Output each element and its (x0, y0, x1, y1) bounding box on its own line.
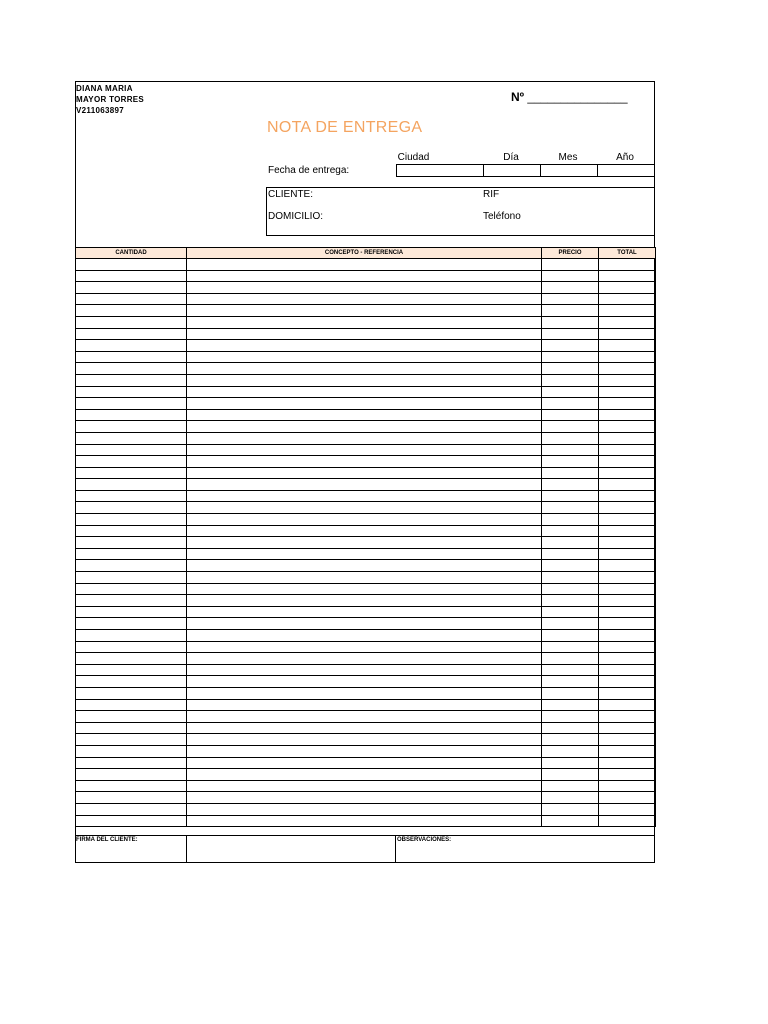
total-cell[interactable] (599, 305, 656, 317)
total-cell[interactable] (599, 374, 656, 386)
table-row (76, 676, 656, 688)
concepto-cell[interactable] (187, 572, 542, 584)
table-row (76, 444, 656, 456)
concepto-cell[interactable] (187, 282, 542, 294)
total-cell[interactable] (599, 803, 656, 815)
table-row (76, 572, 656, 584)
precio-cell[interactable] (542, 745, 599, 757)
items-table (75, 247, 656, 827)
cantidad-cell[interactable] (76, 363, 187, 375)
concepto-cell[interactable] (187, 780, 542, 792)
concepto-cell[interactable] (187, 630, 542, 642)
total-cell[interactable] (599, 769, 656, 781)
table-row (76, 780, 656, 792)
footer-div-2 (395, 835, 396, 863)
precio-cell[interactable] (542, 537, 599, 549)
precio-cell[interactable] (542, 815, 599, 827)
total-cell[interactable] (599, 687, 656, 699)
table-row (76, 525, 656, 537)
concepto-cell[interactable] (187, 328, 542, 340)
table-row (76, 815, 656, 827)
precio-cell[interactable] (542, 282, 599, 294)
total-cell[interactable] (599, 363, 656, 375)
cantidad-cell[interactable] (76, 560, 187, 572)
total-cell[interactable] (599, 699, 656, 711)
table-row (76, 653, 656, 665)
total-cell[interactable] (599, 282, 656, 294)
concepto-cell[interactable] (187, 537, 542, 549)
cantidad-cell[interactable] (76, 282, 187, 294)
precio-cell[interactable] (542, 479, 599, 491)
table-row (76, 757, 656, 769)
table-row (76, 363, 656, 375)
cantidad-cell[interactable] (76, 270, 187, 282)
total-cell[interactable] (599, 595, 656, 607)
total-cell[interactable] (599, 560, 656, 572)
precio-cell[interactable] (542, 259, 599, 271)
cantidad-cell[interactable] (76, 421, 187, 433)
header-cantidad: CANTIDAD (76, 248, 187, 259)
total-cell[interactable] (599, 757, 656, 769)
concepto-cell[interactable] (187, 722, 542, 734)
table-row (76, 803, 656, 815)
date-box-top (396, 164, 655, 165)
table-row (76, 618, 656, 630)
delivery-date-label: Fecha de entrega: (268, 165, 350, 176)
header-total: TOTAL (599, 248, 656, 259)
cantidad-cell[interactable] (76, 409, 187, 421)
signature-label: FIRMA DEL CLIENTE: (76, 837, 138, 843)
cantidad-cell[interactable] (76, 548, 187, 560)
cantidad-cell[interactable] (76, 432, 187, 444)
precio-cell[interactable] (542, 548, 599, 560)
total-cell[interactable] (599, 630, 656, 642)
concepto-cell[interactable] (187, 583, 542, 595)
total-cell[interactable] (599, 340, 656, 352)
table-row (76, 595, 656, 607)
precio-cell[interactable] (542, 583, 599, 595)
precio-cell[interactable] (542, 780, 599, 792)
table-row (76, 316, 656, 328)
total-cell[interactable] (599, 583, 656, 595)
table-row (76, 351, 656, 363)
footer-div-1 (186, 835, 187, 863)
issuer-name-line2: MAYOR TORRES (76, 95, 145, 104)
table-row (76, 722, 656, 734)
table-row (76, 699, 656, 711)
precio-cell[interactable] (542, 572, 599, 584)
concepto-cell[interactable] (187, 374, 542, 386)
table-row (76, 374, 656, 386)
cantidad-cell[interactable] (76, 583, 187, 595)
cantidad-cell[interactable] (76, 734, 187, 746)
concepto-cell[interactable] (187, 514, 542, 526)
concepto-cell[interactable] (187, 734, 542, 746)
table-row (76, 398, 656, 410)
date-box-bottom (396, 176, 655, 177)
total-cell[interactable] (599, 398, 656, 410)
precio-cell[interactable] (542, 316, 599, 328)
cantidad-cell[interactable] (76, 316, 187, 328)
page-title: NOTA DE ENTREGA (267, 119, 423, 136)
table-row (76, 282, 656, 294)
precio-cell[interactable] (542, 444, 599, 456)
total-cell[interactable] (599, 479, 656, 491)
cantidad-cell[interactable] (76, 815, 187, 827)
date-col-ciudad: Ciudad (397, 152, 430, 163)
items-header-row (76, 248, 656, 259)
precio-cell[interactable] (542, 305, 599, 317)
table-row (76, 305, 656, 317)
cantidad-cell[interactable] (76, 467, 187, 479)
concepto-cell[interactable] (187, 363, 542, 375)
table-row (76, 421, 656, 433)
cantidad-cell[interactable] (76, 745, 187, 757)
cantidad-cell[interactable] (76, 664, 187, 676)
concepto-cell[interactable] (187, 595, 542, 607)
precio-cell[interactable] (542, 490, 599, 502)
cantidad-cell[interactable] (76, 595, 187, 607)
precio-cell[interactable] (542, 722, 599, 734)
cantidad-cell[interactable] (76, 328, 187, 340)
total-cell[interactable] (599, 676, 656, 688)
cantidad-cell[interactable] (76, 398, 187, 410)
concepto-cell[interactable] (187, 421, 542, 433)
date-col-ano: Año (616, 152, 634, 163)
total-cell[interactable] (599, 722, 656, 734)
concepto-cell[interactable] (187, 479, 542, 491)
concepto-cell[interactable] (187, 745, 542, 757)
cantidad-cell[interactable] (76, 340, 187, 352)
cantidad-cell[interactable] (76, 305, 187, 317)
table-row (76, 664, 656, 676)
table-row (76, 490, 656, 502)
table-row (76, 560, 656, 572)
total-cell[interactable] (599, 421, 656, 433)
total-cell[interactable] (599, 467, 656, 479)
precio-cell[interactable] (542, 340, 599, 352)
concepto-cell[interactable] (187, 560, 542, 572)
precio-cell[interactable] (542, 560, 599, 572)
total-cell[interactable] (599, 514, 656, 526)
precio-cell[interactable] (542, 514, 599, 526)
table-row (76, 606, 656, 618)
table-row (76, 259, 656, 271)
table-row (76, 630, 656, 642)
precio-cell[interactable] (542, 270, 599, 282)
precio-cell[interactable] (542, 687, 599, 699)
precio-cell[interactable] (542, 386, 599, 398)
total-cell[interactable] (599, 259, 656, 271)
total-cell[interactable] (599, 548, 656, 560)
table-row (76, 386, 656, 398)
cantidad-cell[interactable] (76, 293, 187, 305)
total-cell[interactable] (599, 386, 656, 398)
total-cell[interactable] (599, 653, 656, 665)
table-row (76, 502, 656, 514)
rif-label: RIF (483, 189, 500, 200)
precio-cell[interactable] (542, 595, 599, 607)
total-cell[interactable] (599, 456, 656, 468)
phone-label: Teléfono (483, 211, 521, 222)
total-cell[interactable] (599, 409, 656, 421)
items-body (76, 259, 656, 827)
precio-cell[interactable] (542, 432, 599, 444)
precio-cell[interactable] (542, 641, 599, 653)
cantidad-cell[interactable] (76, 792, 187, 804)
table-row (76, 537, 656, 549)
table-row (76, 548, 656, 560)
footer-top-line (75, 835, 655, 836)
total-cell[interactable] (599, 618, 656, 630)
cantidad-cell[interactable] (76, 386, 187, 398)
cantidad-cell[interactable] (76, 444, 187, 456)
precio-cell[interactable] (542, 293, 599, 305)
total-cell[interactable] (599, 316, 656, 328)
total-cell[interactable] (599, 351, 656, 363)
table-row (76, 340, 656, 352)
number-value: _______________ (527, 90, 628, 104)
concepto-cell[interactable] (187, 340, 542, 352)
concepto-cell[interactable] (187, 641, 542, 653)
precio-cell[interactable] (542, 328, 599, 340)
issuer-name-line1: DIANA MARIA (76, 84, 133, 93)
total-cell[interactable] (599, 572, 656, 584)
precio-cell[interactable] (542, 467, 599, 479)
concepto-cell[interactable] (187, 769, 542, 781)
total-cell[interactable] (599, 502, 656, 514)
cantidad-cell[interactable] (76, 757, 187, 769)
table-row (76, 409, 656, 421)
precio-cell[interactable] (542, 699, 599, 711)
cantidad-cell[interactable] (76, 606, 187, 618)
concepto-cell[interactable] (187, 711, 542, 723)
concepto-cell[interactable] (187, 444, 542, 456)
table-row (76, 328, 656, 340)
total-cell[interactable] (599, 745, 656, 757)
concepto-cell[interactable] (187, 456, 542, 468)
concepto-cell[interactable] (187, 676, 542, 688)
total-cell[interactable] (599, 328, 656, 340)
issuer-rif: V211063897 (76, 106, 124, 115)
concepto-cell[interactable] (187, 316, 542, 328)
concepto-cell[interactable] (187, 757, 542, 769)
number-label: Nº (511, 90, 525, 104)
cantidad-cell[interactable] (76, 351, 187, 363)
precio-cell[interactable] (542, 421, 599, 433)
date-col-dia: Día (503, 152, 519, 163)
concepto-cell[interactable] (187, 815, 542, 827)
cantidad-cell[interactable] (76, 769, 187, 781)
precio-cell[interactable] (542, 456, 599, 468)
total-cell[interactable] (599, 606, 656, 618)
cantidad-cell[interactable] (76, 641, 187, 653)
cantidad-cell[interactable] (76, 722, 187, 734)
concepto-cell[interactable] (187, 409, 542, 421)
precio-cell[interactable] (542, 803, 599, 815)
cantidad-cell[interactable] (76, 699, 187, 711)
total-cell[interactable] (599, 780, 656, 792)
precio-cell[interactable] (542, 653, 599, 665)
precio-cell[interactable] (542, 606, 599, 618)
concepto-cell[interactable] (187, 664, 542, 676)
table-row (76, 745, 656, 757)
concepto-cell[interactable] (187, 803, 542, 815)
concepto-cell[interactable] (187, 386, 542, 398)
total-cell[interactable] (599, 711, 656, 723)
concepto-cell[interactable] (187, 351, 542, 363)
address-label: DOMICILIO: (268, 211, 324, 222)
total-cell[interactable] (599, 432, 656, 444)
table-row (76, 769, 656, 781)
table-row (76, 467, 656, 479)
cantidad-cell[interactable] (76, 780, 187, 792)
concepto-cell[interactable] (187, 653, 542, 665)
date-box-div-3 (597, 164, 598, 177)
date-box-div-0 (396, 164, 397, 177)
cantidad-cell[interactable] (76, 711, 187, 723)
total-cell[interactable] (599, 444, 656, 456)
total-cell[interactable] (599, 792, 656, 804)
concepto-cell[interactable] (187, 270, 542, 282)
precio-cell[interactable] (542, 409, 599, 421)
precio-cell[interactable] (542, 711, 599, 723)
table-row (76, 456, 656, 468)
concepto-cell[interactable] (187, 792, 542, 804)
table-row (76, 514, 656, 526)
concepto-cell[interactable] (187, 618, 542, 630)
date-col-mes: Mes (558, 152, 578, 163)
precio-cell[interactable] (542, 525, 599, 537)
total-cell[interactable] (599, 641, 656, 653)
cantidad-cell[interactable] (76, 537, 187, 549)
cantidad-cell[interactable] (76, 525, 187, 537)
precio-cell[interactable] (542, 363, 599, 375)
document-number (511, 90, 628, 104)
total-cell[interactable] (599, 815, 656, 827)
precio-cell[interactable] (542, 351, 599, 363)
concepto-cell[interactable] (187, 432, 542, 444)
total-cell[interactable] (599, 664, 656, 676)
client-box (266, 187, 655, 236)
cantidad-cell[interactable] (76, 514, 187, 526)
total-cell[interactable] (599, 734, 656, 746)
cantidad-cell[interactable] (76, 456, 187, 468)
cantidad-cell[interactable] (76, 653, 187, 665)
concepto-cell[interactable] (187, 548, 542, 560)
total-cell[interactable] (599, 537, 656, 549)
cantidad-cell[interactable] (76, 259, 187, 271)
precio-cell[interactable] (542, 618, 599, 630)
table-row (76, 432, 656, 444)
total-cell[interactable] (599, 270, 656, 282)
concepto-cell[interactable] (187, 699, 542, 711)
observations-label: OBSERVACIONES: (397, 837, 452, 843)
date-box-div-1 (483, 164, 484, 177)
precio-cell[interactable] (542, 398, 599, 410)
total-cell[interactable] (599, 525, 656, 537)
cantidad-cell[interactable] (76, 374, 187, 386)
table-row (76, 270, 656, 282)
table-row (76, 792, 656, 804)
cantidad-cell[interactable] (76, 490, 187, 502)
precio-cell[interactable] (542, 769, 599, 781)
table-row (76, 479, 656, 491)
cantidad-cell[interactable] (76, 618, 187, 630)
issuer-block (76, 83, 144, 116)
client-label: CLIENTE: (268, 189, 314, 200)
table-row (76, 687, 656, 699)
precio-cell[interactable] (542, 676, 599, 688)
cantidad-cell[interactable] (76, 676, 187, 688)
cantidad-cell[interactable] (76, 479, 187, 491)
cantidad-cell[interactable] (76, 502, 187, 514)
table-row (76, 293, 656, 305)
header-concepto: CONCEPTO - REFERENCIA (187, 248, 542, 259)
precio-cell[interactable] (542, 664, 599, 676)
concepto-cell[interactable] (187, 293, 542, 305)
cantidad-cell[interactable] (76, 687, 187, 699)
table-row (76, 711, 656, 723)
precio-cell[interactable] (542, 374, 599, 386)
concepto-cell[interactable] (187, 490, 542, 502)
concepto-cell[interactable] (187, 398, 542, 410)
cantidad-cell[interactable] (76, 630, 187, 642)
header-precio: PRECIO (542, 248, 599, 259)
precio-cell[interactable] (542, 757, 599, 769)
concepto-cell[interactable] (187, 525, 542, 537)
concepto-cell[interactable] (187, 502, 542, 514)
precio-cell[interactable] (542, 734, 599, 746)
precio-cell[interactable] (542, 792, 599, 804)
table-row (76, 641, 656, 653)
concepto-cell[interactable] (187, 259, 542, 271)
table-row (76, 583, 656, 595)
total-cell[interactable] (599, 490, 656, 502)
concepto-cell[interactable] (187, 606, 542, 618)
precio-cell[interactable] (542, 502, 599, 514)
total-cell[interactable] (599, 293, 656, 305)
concepto-cell[interactable] (187, 467, 542, 479)
table-row (76, 734, 656, 746)
cantidad-cell[interactable] (76, 803, 187, 815)
cantidad-cell[interactable] (76, 572, 187, 584)
date-box-div-2 (540, 164, 541, 177)
concepto-cell[interactable] (187, 305, 542, 317)
concepto-cell[interactable] (187, 687, 542, 699)
precio-cell[interactable] (542, 630, 599, 642)
